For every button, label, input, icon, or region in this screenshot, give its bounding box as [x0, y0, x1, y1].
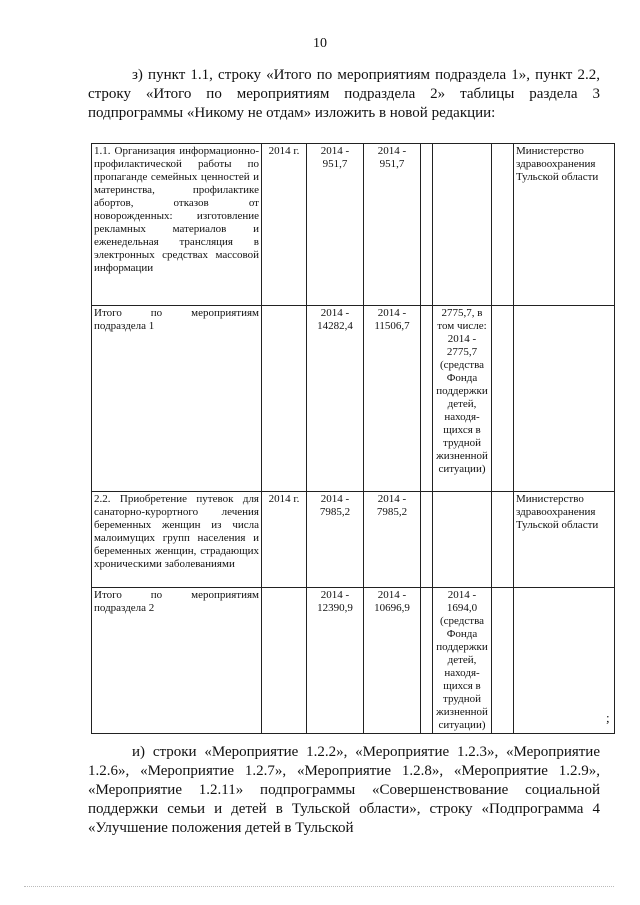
cell-empty [492, 492, 514, 588]
semicolon: ; [606, 710, 610, 725]
cell-year [262, 588, 307, 734]
cell-other-sources: 2775,7, в том числе: 2014 - 2775,7 (средства Фонда поддержки детей, находя-щихся в трудной жизненной ситуации) [433, 306, 492, 492]
cell-event-name: 2.2. Приобретение путевок для санаторно-курортного лечения беременных женщин из числа малоимущих групп населения и беременных женщин, страдающих хроническими заболеваниями [92, 492, 262, 588]
program-table [91, 143, 615, 734]
intro-paragraph: з) пункт 1.1, строку «Итого по мероприятиям подраздела 1», пункт 2.2, строку «Итого по мероприятиям подраздела 2» таблицы раздела 3 подпрограммы «Никому не отдам» изложить в новой редакции: [88, 67, 600, 121]
cell-executor [514, 588, 615, 734]
cell-empty [492, 144, 514, 306]
scan-footer-line [24, 886, 614, 888]
second-paragraph: и) строки «Мероприятие 1.2.2», «Мероприятие 1.2.3», «Мероприятие 1.2.6», «Мероприятие 1.2.7», «Мероприятие 1.2.8», «Мероприятие 1.2.9», «Мероприятие 1.2.11» подпрограммы «Совершенствование социальной поддержки семьи и детей в Тульской области», строку «Подпрограмма 4 «Улучшение положения детей в Тульской [88, 744, 600, 836]
cell-empty [492, 588, 514, 734]
cell-empty [421, 144, 433, 306]
cell-total: 2014 - 14282,4 [307, 306, 364, 492]
table-row [92, 588, 615, 734]
cell-executor [514, 306, 615, 492]
cell-total: 2014 - 12390,9 [307, 588, 364, 734]
page-number: 10 [313, 36, 327, 51]
cell-year [262, 306, 307, 492]
cell-empty [492, 306, 514, 492]
cell-regional-budget: 2014 - 7985,2 [364, 492, 421, 588]
cell-regional-budget: 2014 - 10696,9 [364, 588, 421, 734]
cell-empty [421, 588, 433, 734]
cell-other-sources [433, 144, 492, 306]
cell-other-sources: 2014 - 1694,0 (средства Фонда поддержки детей, находя-щихся в трудной жизненной ситуации) [433, 588, 492, 734]
cell-empty [421, 492, 433, 588]
cell-executor: Министерство здравоохранения Тульской области [514, 144, 615, 306]
cell-executor: Министерство здравоохранения Тульской области [514, 492, 615, 588]
cell-total: 2014 - 7985,2 [307, 492, 364, 588]
cell-regional-budget: 2014 - 11506,7 [364, 306, 421, 492]
cell-other-sources [433, 492, 492, 588]
table-row [92, 306, 615, 492]
cell-event-name: Итого по мероприятиям подраздела 1 [92, 306, 262, 492]
cell-empty [421, 306, 433, 492]
cell-regional-budget: 2014 - 951,7 [364, 144, 421, 306]
cell-event-name: Итого по мероприятиям подраздела 2 [92, 588, 262, 734]
table-row [92, 492, 615, 588]
table-row [92, 144, 615, 306]
cell-year: 2014 г. [262, 492, 307, 588]
cell-year: 2014 г. [262, 144, 307, 306]
cell-event-name: 1.1. Организация информационно-профилактической работы по пропаганде семейных ценностей и материнства, профилактике абортов, отказов от новорожденных: изготовление рекламных материалов и еженедельная трансляция в электронных средствах массовой информации [92, 144, 262, 306]
cell-total: 2014 - 951,7 [307, 144, 364, 306]
